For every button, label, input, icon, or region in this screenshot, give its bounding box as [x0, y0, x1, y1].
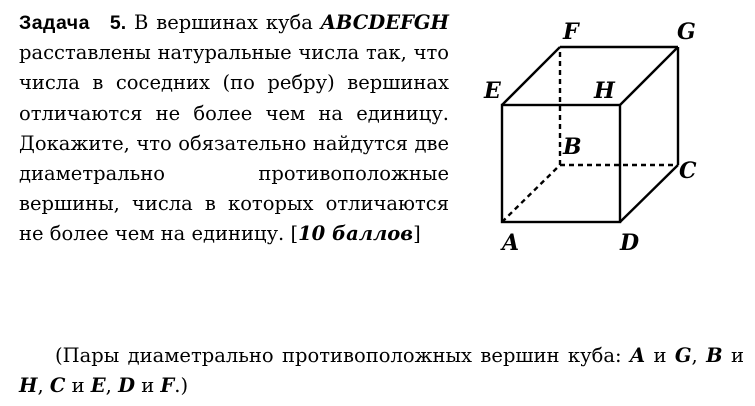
problem-points: 10 баллов	[298, 222, 414, 246]
pair-3-and: и	[71, 374, 85, 397]
pair-1-and: и	[653, 344, 667, 367]
pair-2-a: B	[706, 344, 723, 367]
problem-text-2: расставлены натуральные числа так, что числа в соседних (по ребру) вершинах отличаются не более чем на единицу. Докажите, что обязательно найдутся две диаметрально противоположные вершины, числа в которых отличаются не более чем на единицу. [	[19, 41, 449, 246]
pair-2-b: H	[19, 374, 38, 397]
vertex-label-d: D	[620, 230, 640, 256]
pair-3-a: C	[49, 374, 66, 397]
vertex-label-g: G	[677, 19, 696, 45]
problem-heading: Задача	[19, 12, 90, 34]
cube-figure	[470, 10, 710, 260]
vertex-label-h: H	[594, 78, 615, 104]
edge-dc	[620, 165, 678, 222]
pair-4-a: D	[118, 374, 135, 397]
pair-2-and: и	[730, 344, 744, 367]
pair-3-b: E	[90, 374, 106, 397]
pair-1-b: G	[674, 344, 692, 367]
answer-close: .)	[174, 374, 189, 397]
cube-name: ABCDEFGH	[320, 11, 449, 34]
answer-note: (Пары диаметрально противоположных вершин куба: A и G, B и H, C и E, D и F.)	[19, 344, 744, 397]
problem-number: 5.	[109, 12, 127, 34]
pair-4-and: и	[141, 374, 155, 397]
pair-1-a: A	[629, 344, 646, 367]
edge-ef	[502, 47, 560, 105]
vertex-label-a: A	[502, 230, 520, 256]
pair-4-b: F	[160, 374, 175, 397]
problem-text-1: В вершинах куба	[134, 11, 313, 34]
vertex-label-f: F	[563, 19, 579, 45]
edge-ab-hidden	[502, 165, 560, 222]
vertex-label-c: C	[679, 158, 697, 184]
vertex-label-b: B	[563, 134, 582, 160]
answer-open: (Пары диаметрально противоположных вершин куба:	[55, 344, 622, 367]
problem-statement	[19, 8, 449, 250]
problem-text-3: ]	[413, 222, 421, 246]
edge-hg	[620, 47, 678, 105]
vertex-label-e: E	[484, 78, 501, 104]
